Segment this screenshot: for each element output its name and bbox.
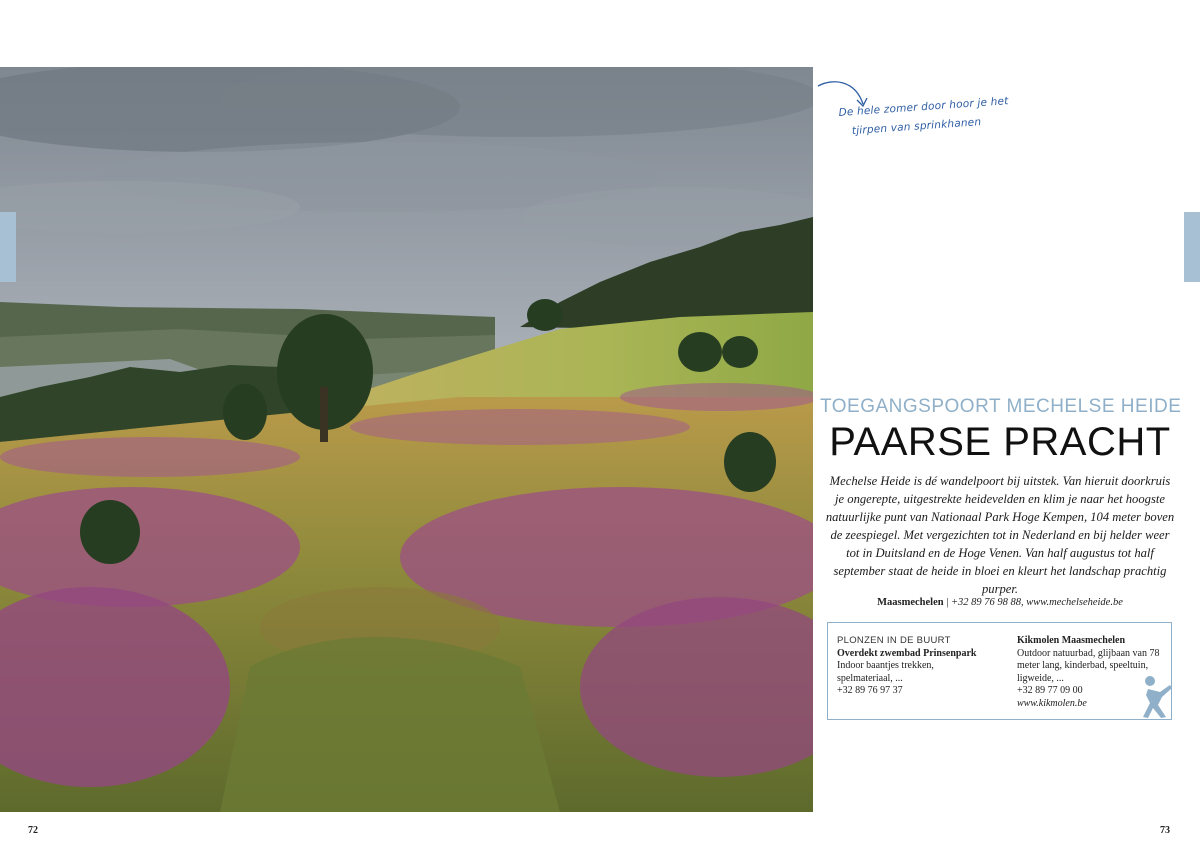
nearby-item-name: Kikmolen Maasmechelen <box>1017 635 1126 646</box>
swimmer-person-icon <box>1140 675 1174 719</box>
article-kicker: TOEGANGSPOORT MECHELSE HEIDE <box>820 396 1182 417</box>
chapter-tab-right <box>1184 212 1200 282</box>
article-title: PAARSE PRACHT <box>829 420 1171 464</box>
page-number-right: 73 <box>1160 825 1170 836</box>
nearby-item-description: Outdoor natuurbad, glijbaan van 78 meter lang, kinderbad, speeltuin, ligweide, ... <box>1017 647 1160 684</box>
nearby-item-phone: +32 89 77 09 00 <box>1017 685 1083 697</box>
nearby-item-phone: +32 89 76 97 37 <box>837 685 903 697</box>
nearby-item-name: Overdekt zwembad Prinsenpark <box>837 647 977 659</box>
contact-separator: | <box>943 597 951 608</box>
contact-details: +32 89 76 98 88, www.mechelseheide.be <box>950 597 1123 608</box>
article-body: Mechelse Heide is dé wandelpoort bij uitstek. Van hieruit doorkruis je ongerepte, uitgestrekte heidevelden en klim je naar het hoogste natuurlijke punt van Nationaal Park Hoge Kempen, 104 meter boven de zeespiegel. Met vergezichten tot in Nederland en bij helder weer tot in Duitsland en de Hoge Venen. Van half augustus tot half september staat de heide in bloei en kleurt het landschap prachtig purper. <box>825 474 1175 596</box>
handwritten-note-line-1: De hele zomer door hoor je het <box>838 95 1009 119</box>
nearby-swimming-box <box>827 622 1172 720</box>
chapter-tab-left <box>0 212 16 282</box>
nearby-item-description: Indoor baantjes trekken, spelmateriaal, ... <box>837 660 934 684</box>
nearby-item-prinsenpark <box>837 635 992 698</box>
contact-place: Maasmechelen <box>877 597 944 608</box>
nearby-item-web: www.kikmolen.be <box>1017 697 1087 709</box>
heathland-photo <box>0 67 813 812</box>
handwritten-note-line-2: tjirpen van sprinkhanen <box>851 116 982 138</box>
nearby-section-label: PLONZEN IN DE BUURT <box>837 635 951 646</box>
article-contact <box>820 597 1180 608</box>
page-number-left: 72 <box>28 825 38 836</box>
